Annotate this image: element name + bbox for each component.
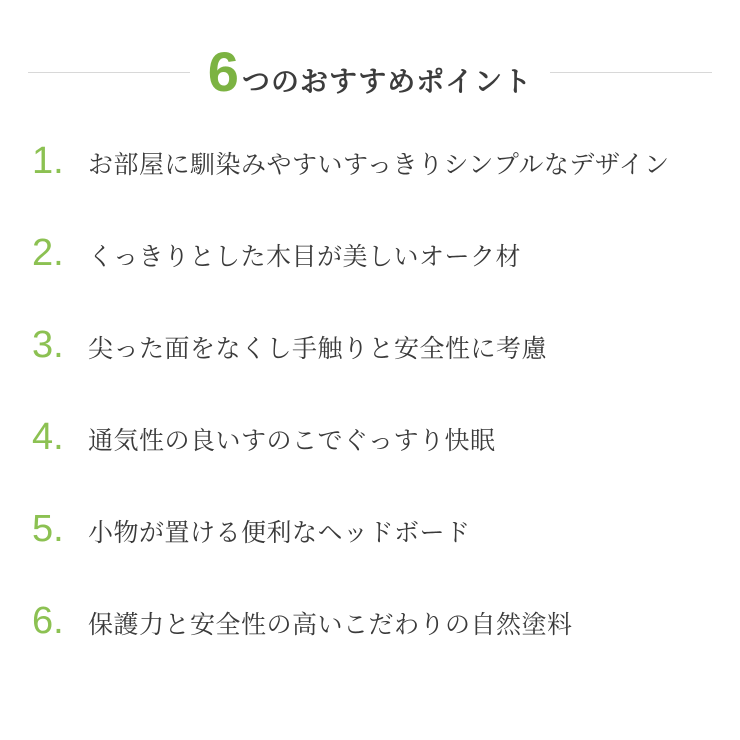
page-header [0,40,740,103]
list-item-label: 尖った面をなくし手触りと安全性に考慮 [88,335,548,363]
list-item-label: 通気性の良いすのこでぐっすり快眠 [88,427,496,455]
list-item-number: 5. [32,508,64,550]
list-item-number: 6. [32,600,64,642]
list-item [26,234,710,326]
list-item [26,326,710,418]
list-item-label: 小物が置ける便利なヘッドボード [88,519,471,547]
list-item-number: 2. [32,232,64,274]
page-title-number: 6 [207,40,238,103]
list-item-number: 3. [32,324,64,366]
bottom-spacer [0,694,740,740]
list-item-label: 保護力と安全性の高いこだわりの自然塗料 [88,611,573,639]
page-title [207,40,533,103]
list-item [26,602,710,694]
list-item [26,418,710,510]
list-item-number: 4. [32,416,64,458]
list-item-label: くっきりとした木目が美しいオーク材 [88,243,522,271]
page-title-text: つのおすすめポイント [241,66,533,97]
header-rule-left [28,72,190,73]
list-item [26,142,710,234]
list-item-number: 1. [32,140,64,182]
header-rule-right [550,72,712,73]
list-item [26,510,710,602]
list-item-label: お部屋に馴染みやすいすっきりシンプルなデザイン [88,151,670,179]
points-list [0,142,740,694]
